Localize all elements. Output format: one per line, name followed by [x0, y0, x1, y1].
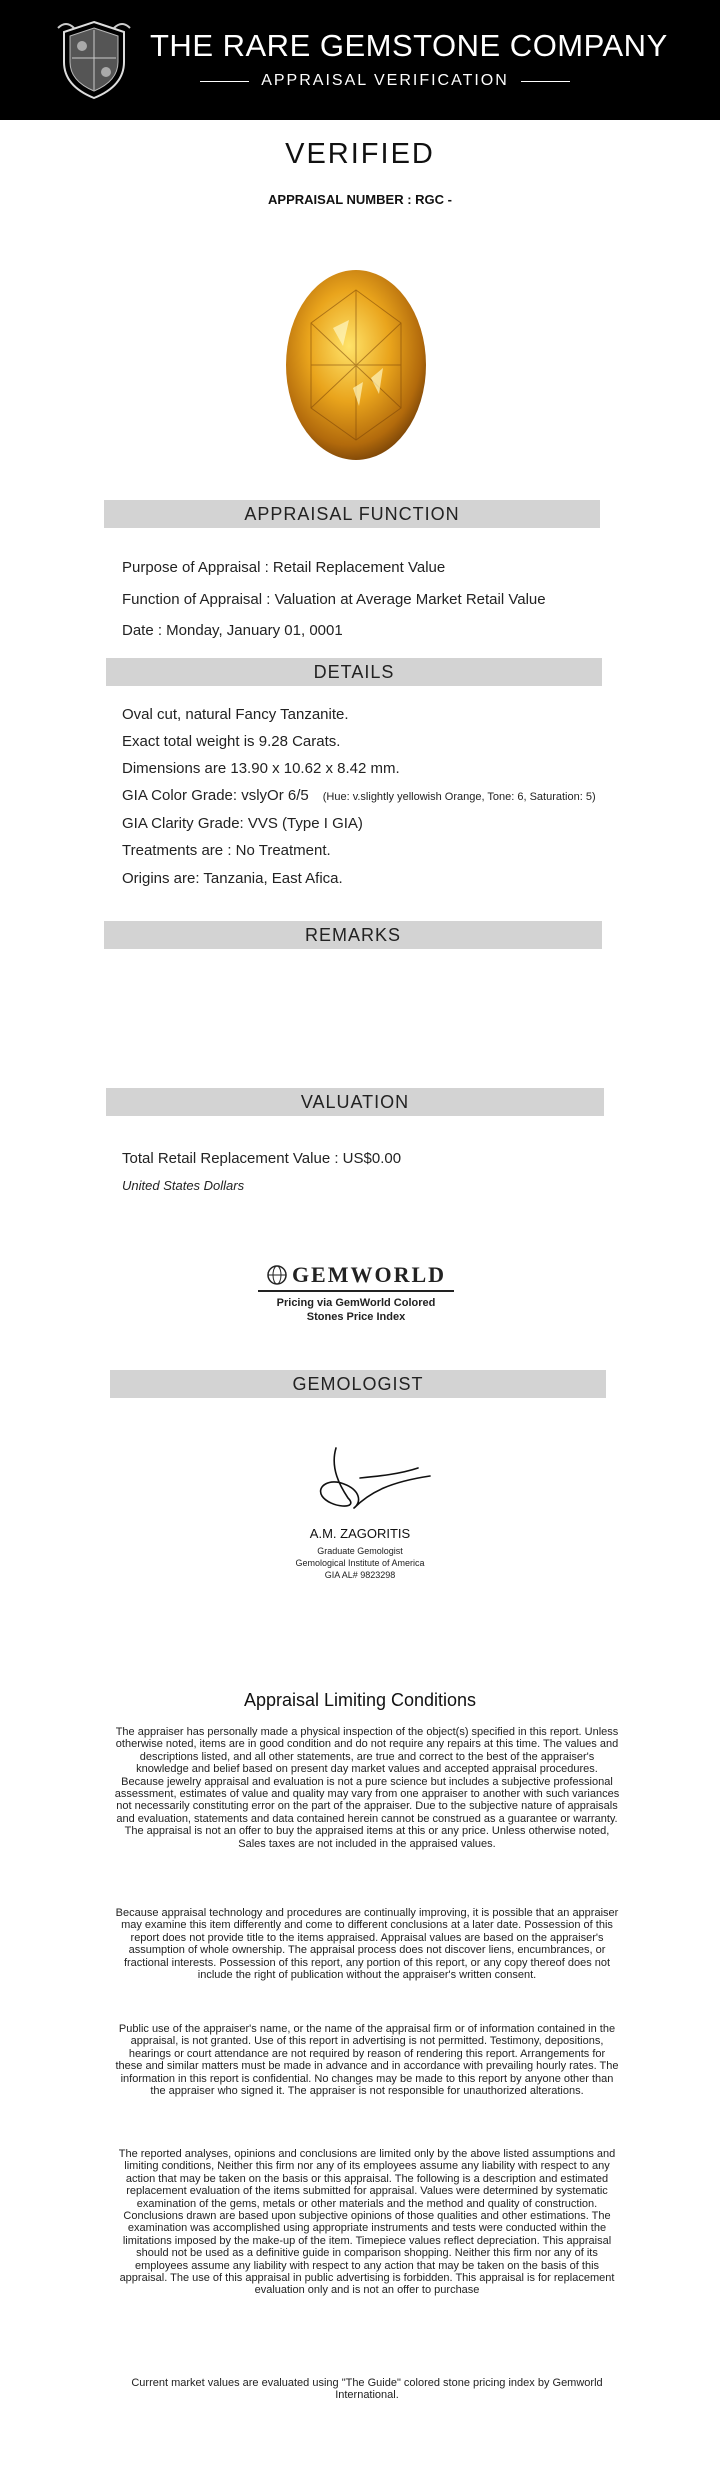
detail-origins: Origins are: Tanzania, East Afica. — [122, 870, 343, 887]
detail-cut: Oval cut, natural Fancy Tanzanite. — [122, 706, 349, 723]
gemworld-logo — [258, 1262, 454, 1288]
remarks-heading: REMARKS — [104, 921, 602, 949]
valuation-heading: VALUATION — [106, 1088, 604, 1116]
company-name: THE RARE GEMSTONE COMPANY — [150, 28, 668, 63]
limiting-conditions-paragraph: Current market values are evaluated using "The Guide" colored stone pricing index by Gemworld International. — [131, 2377, 603, 2402]
header-subtitle: APPRAISAL VERIFICATION — [261, 72, 509, 89]
crest-icon — [54, 18, 134, 102]
purpose-of-appraisal: Purpose of Appraisal : Retail Replacement Value — [122, 559, 446, 576]
appraisal-date: Date : Monday, January 01, 0001 — [122, 622, 343, 639]
gemworld-caption-line2: Stones Price Index — [306, 1311, 406, 1323]
divider — [258, 1290, 454, 1292]
detail-color-grade: GIA Color Grade: vslyOr 6/5 — [122, 787, 309, 804]
appraisal-function-heading: APPRAISAL FUNCTION — [104, 500, 600, 528]
detail-clarity-grade: GIA Clarity Grade: VVS (Type I GIA) — [122, 815, 363, 832]
detail-weight: Exact total weight is 9.28 Carats. — [122, 733, 341, 750]
appraisal-number: APPRAISAL NUMBER : RGC - — [268, 192, 452, 207]
header-subtitle-row — [200, 72, 570, 90]
gemworld-caption-line1: Pricing via GemWorld Colored — [276, 1297, 436, 1309]
details-heading: DETAILS — [106, 658, 602, 686]
signature-image — [300, 1438, 440, 1518]
limiting-conditions-title: Appraisal Limiting Conditions — [243, 1690, 477, 1710]
currency-label: United States Dollars — [122, 1178, 245, 1193]
limiting-conditions-paragraph: The appraiser has personally made a physical inspection of the object(s) specified in this report. Unless otherwise noted, items are in good condition and do not require any repairs at this time. The values and descriptions listed, and all other statements, are true and correct to the best of the appraiser's knowledge and belief based on present day market values and accepted appraisal procedures. Because jewelry appraisal and evaluation is not a pure science but includes a subjective professional assessment, estimates of value and quality may vary from one appraiser to another with such variances not necessarily constituting error on the part of the appraiser. Due to the subjective nature of appraisals and evaluation, statements and data contained herein cannot be construed as a guarantee or warranty. The appraisal is not an offer to buy the appraised items at this or any price. Unless otherwise noted, Sales taxes are not included in the appraised values. — [114, 1726, 620, 1850]
gemologist-heading: GEMOLOGIST — [110, 1370, 606, 1398]
gemworld-logo-text: GEMWORLD — [291, 1262, 447, 1287]
gemologist-gia-number: GIA AL# 9823298 — [324, 1570, 396, 1580]
gemologist-name: A.M. ZAGORITIS — [309, 1526, 411, 1541]
detail-dimensions: Dimensions are 13.90 x 10.62 x 8.42 mm. — [122, 760, 400, 777]
gemologist-institute: Gemological Institute of America — [295, 1558, 425, 1568]
total-replacement-value: Total Retail Replacement Value : US$0.00 — [122, 1150, 402, 1167]
divider — [521, 81, 570, 82]
gemworld-globe-icon — [266, 1264, 288, 1286]
function-of-appraisal: Function of Appraisal : Valuation at Average Market Retail Value — [122, 591, 546, 608]
detail-color-grade-note: (Hue: v.slightly yellowish Orange, Tone: 6, Saturation: 5) — [322, 791, 596, 803]
detail-color-grade-row — [122, 787, 596, 804]
gemstone-image — [283, 268, 429, 463]
header-banner — [0, 0, 720, 120]
limiting-conditions-paragraph: Because appraisal technology and procedures are continually improving, it is possible that an appraiser may examine this item differently and come to different conclusions at a later date. Possession of this report does not provide title to the items appraised. Appraisal values are based on the appraiser's assumption of whole ownership. The appraisal process does not discover liens, encumbrances, or fractional interests. Possession of this report, any portion of this report, or any copy thereof does not include the right of publication without the appraiser's written consent. — [115, 1907, 619, 1982]
limiting-conditions-paragraph: Public use of the appraiser's name, or the name of the appraisal firm or of information contained in the appraisal, is not granted. Use of this report in advertising is not permitted. Testimony, depositions, hearings or court attendance are not required by reason of rendering this report. Arrangements for these and similar matters must be made in advance and in accordance with prevailing hourly rates. The information in this report is confidential. No changes may be made to this report by anyone other than the appraiser who signed it. The appraiser is not responsible for unauthorized alterations. — [115, 2023, 619, 2098]
limiting-conditions-paragraph: The reported analyses, opinions and conclusions are limited only by the above listed assumptions and limiting conditions, Neither this firm nor any of its employees assume any liability with respect to any action that may be taken on the basis or this appraisal. The following is a description and estimated replacement evaluation of the items submitted for appraisal. Values were determined by systematic examination of the gems, metals or other materials and the method and quality of construction. Conclusions drawn are based upon subjective opinions of those qualities and other estimations. The examination was accomplished using appropriate instruments and tests were conducted within the limitations imposed by the make-up of the item. Timepiece values reflect depreciation. This appraisal should not be used as a definitive guide in comparison shopping. Neither this firm nor any of its employees assume any liability with respect to any action that may be taken on the basis of this appraisal. The use of this appraisal in public advertising is forbidden. This appraisal is for replacement evaluation only and is not an offer to purchase — [118, 2148, 616, 2297]
gemologist-title: Graduate Gemologist — [317, 1546, 403, 1556]
gemworld-badge — [258, 1262, 454, 1324]
detail-treatments: Treatments are : No Treatment. — [122, 842, 331, 859]
verification-status: VERIFIED — [285, 138, 435, 170]
divider — [200, 81, 249, 82]
gemologist-info — [0, 1526, 720, 1581]
